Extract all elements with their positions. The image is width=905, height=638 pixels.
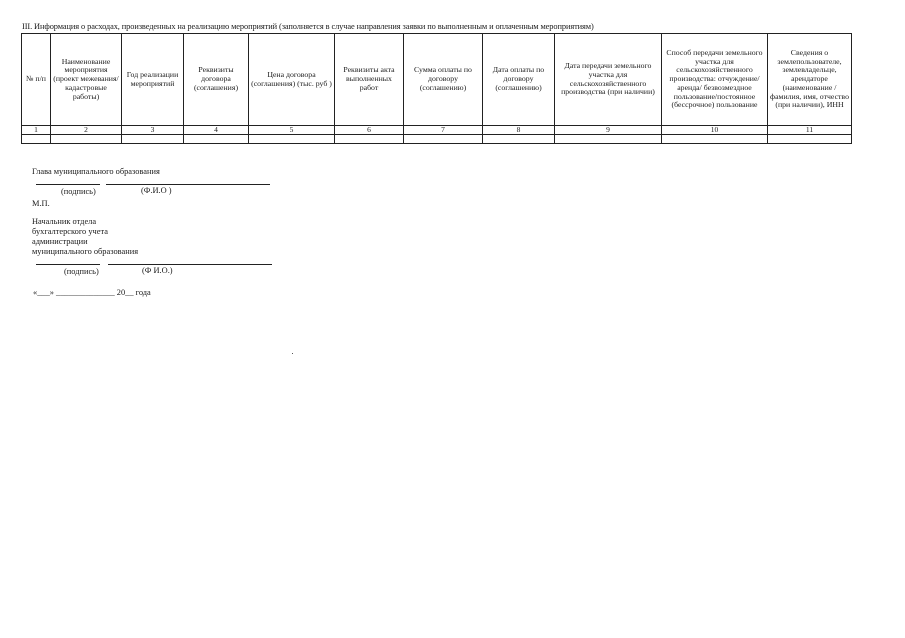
- header-cell-transfer-date: Дата передачи земельного участка для сельскохозяйственного производства (при наличии): [555, 34, 662, 126]
- header-cell-land-user-info: Сведения о землепользователе, землевладельце, арендаторе (наименование /фамилия, имя, отчество (при наличии), ИНН: [768, 34, 852, 126]
- header-cell-contract-details: Реквизиты договора (соглашения): [184, 34, 249, 126]
- header-cell-event-name: Наименование мероприятия (проект межевания/ кадастровые работы): [51, 34, 122, 126]
- accountant-name-caption: (Ф И.О.): [142, 266, 173, 275]
- column-number: 4: [184, 126, 249, 135]
- column-number-row: [22, 126, 852, 135]
- empty-cell: [184, 135, 249, 144]
- table-header-row: [22, 34, 852, 126]
- header-cell-contract-price: Цена договора (соглашения) (тыс. руб ): [249, 34, 335, 126]
- head-name-line: [106, 184, 270, 185]
- header-cell-year: Год реализации мероприятий: [122, 34, 184, 126]
- empty-cell: [768, 135, 852, 144]
- empty-data-row: [22, 135, 852, 144]
- accountant-signature-line: [36, 264, 100, 265]
- column-number: 5: [249, 126, 335, 135]
- empty-cell: [555, 135, 662, 144]
- accountant-signature-caption: (подпись): [64, 267, 99, 276]
- header-cell-number: № п/п: [22, 34, 51, 126]
- column-number: 9: [555, 126, 662, 135]
- head-name-caption: (Ф.И.О ): [141, 186, 172, 195]
- column-number: 1: [22, 126, 51, 135]
- head-signature-line: [36, 184, 100, 185]
- scan-speck: [292, 353, 293, 354]
- accountant-title-line: муниципального образования: [32, 247, 139, 256]
- expenses-table: [21, 33, 852, 144]
- empty-cell: [483, 135, 555, 144]
- accountant-title-line: бухгалтерского учета: [32, 227, 108, 236]
- column-number: 7: [404, 126, 483, 135]
- header-cell-act-details: Реквизиты акта выполненных работ: [335, 34, 404, 126]
- section-title: III. Информация о расходах, произведенных на реализацию мероприятий (заполняется в случае направления заявки по выполненным и оплаченным мероприятиям): [22, 22, 594, 31]
- column-number: 6: [335, 126, 404, 135]
- empty-cell: [22, 135, 51, 144]
- column-number: 3: [122, 126, 184, 135]
- accountant-name-line: [108, 264, 272, 265]
- empty-cell: [122, 135, 184, 144]
- date-line: «___» ______________ 20__ года: [33, 288, 151, 297]
- head-title: Глава муниципального образования: [32, 167, 160, 176]
- column-number: 2: [51, 126, 122, 135]
- empty-cell: [662, 135, 768, 144]
- empty-cell: [335, 135, 404, 144]
- header-cell-payment-date: Дата оплаты по договору (соглашению): [483, 34, 555, 126]
- header-cell-transfer-method: Способ передачи земельного участка для сельскохозяйственного производства: отчуждение/аренда/ безвозмездное пользование/постоянное (бессрочное) пользование: [662, 34, 768, 126]
- accountant-title-line: администрации: [32, 237, 88, 246]
- empty-cell: [51, 135, 122, 144]
- column-number: 10: [662, 126, 768, 135]
- empty-cell: [404, 135, 483, 144]
- empty-cell: [249, 135, 335, 144]
- head-signature-caption: (подпись): [61, 187, 96, 196]
- header-cell-payment-amount: Сумма оплаты по договору (соглашению): [404, 34, 483, 126]
- column-number: 8: [483, 126, 555, 135]
- stamp-label: М.П.: [32, 199, 50, 208]
- column-number: 11: [768, 126, 852, 135]
- accountant-title-line: Начальник отдела: [32, 217, 97, 226]
